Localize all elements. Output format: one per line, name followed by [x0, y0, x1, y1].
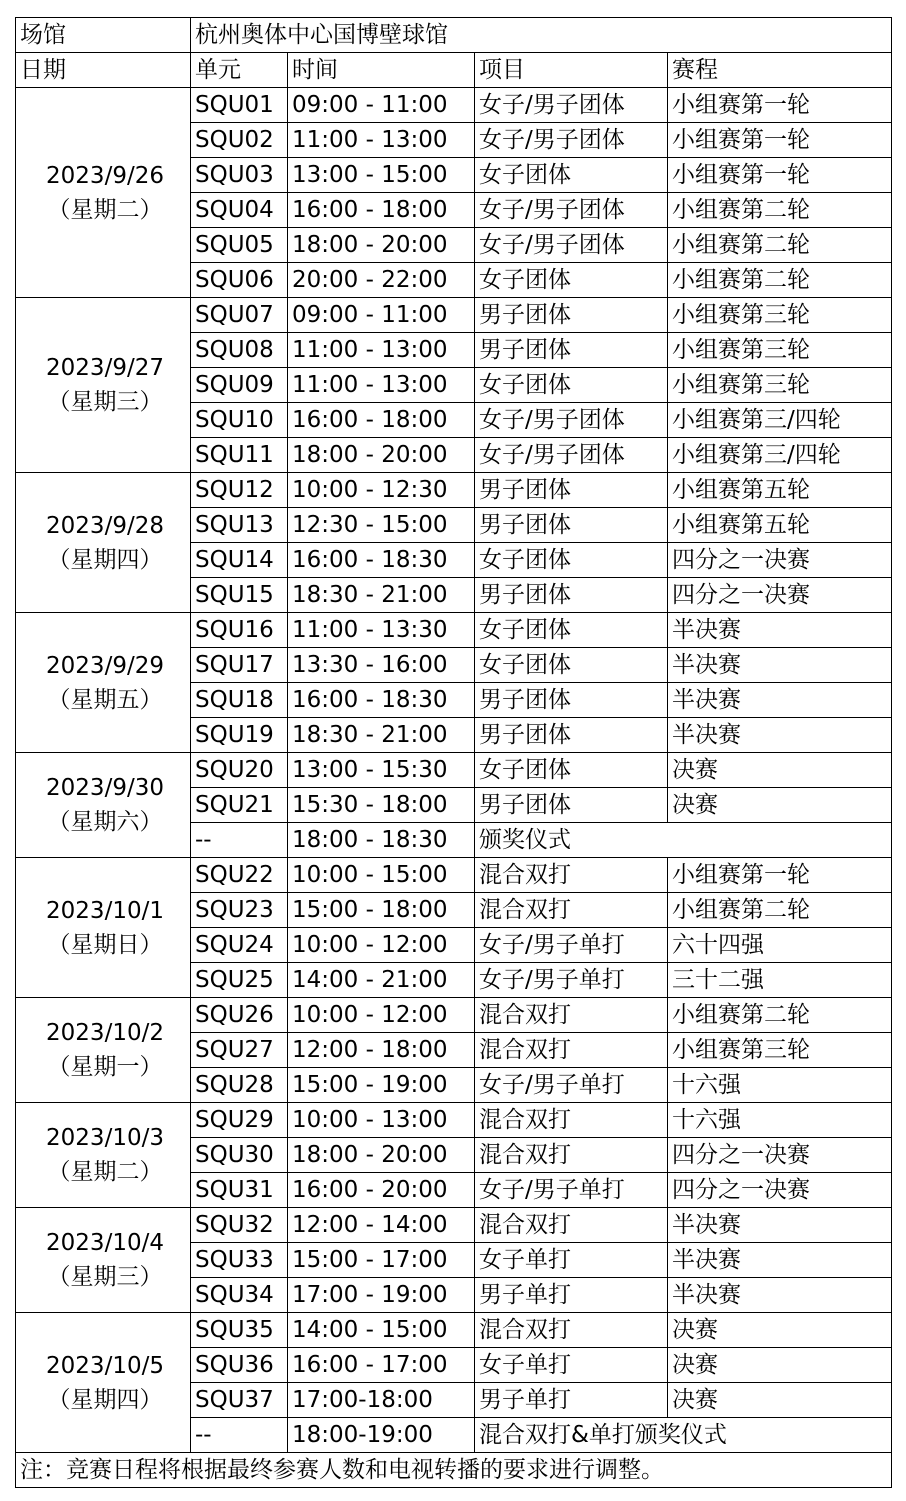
schedule-body — [16, 18, 892, 1453]
event-cell: 女子/男子团体 — [475, 438, 668, 473]
time-cell: 11:00 - 13:00 — [288, 333, 475, 368]
table-row — [16, 858, 892, 893]
unit-cell: SQU06 — [191, 263, 288, 298]
time-cell: 09:00 - 11:00 — [288, 88, 475, 123]
time-cell: 09:00 - 11:00 — [288, 298, 475, 333]
unit-cell: SQU05 — [191, 228, 288, 263]
unit-cell: SQU36 — [191, 1348, 288, 1383]
weekday-text: （星期五） — [47, 686, 163, 713]
event-cell: 女子/男子团体 — [475, 193, 668, 228]
header-row — [16, 53, 892, 88]
date-text: 2023/10/2 — [46, 1020, 164, 1046]
time-cell: 18:00 - 18:30 — [288, 823, 475, 858]
table-row — [16, 88, 892, 123]
event-cell: 女子团体 — [475, 543, 668, 578]
event-cell: 男子单打 — [475, 1278, 668, 1313]
event-cell: 混合双打 — [475, 1033, 668, 1068]
event-cell: 男子团体 — [475, 508, 668, 543]
unit-cell: SQU17 — [191, 648, 288, 683]
event-cell: 男子团体 — [475, 683, 668, 718]
table-row — [16, 753, 892, 788]
venue-row — [16, 18, 892, 53]
event-cell: 男子团体 — [475, 578, 668, 613]
time-cell: 11:00 - 13:00 — [288, 123, 475, 158]
schedule-note: 注：竞赛日程将根据最终参赛人数和电视转播的要求进行调整。 — [16, 1453, 892, 1488]
date-text: 2023/9/30 — [46, 775, 164, 801]
unit-cell: SQU15 — [191, 578, 288, 613]
stage-cell: 半决赛 — [668, 648, 892, 683]
event-cell: 女子团体 — [475, 263, 668, 298]
time-cell: 15:00 - 18:00 — [288, 893, 475, 928]
date-cell — [16, 88, 191, 298]
stage-cell: 小组赛第一轮 — [668, 88, 892, 123]
table-row — [16, 613, 892, 648]
event-cell: 男子单打 — [475, 1383, 668, 1418]
time-cell: 16:00 - 18:30 — [288, 683, 475, 718]
event-cell: 混合双打&单打颁奖仪式 — [475, 1418, 892, 1453]
unit-cell: SQU32 — [191, 1208, 288, 1243]
time-cell: 20:00 - 22:00 — [288, 263, 475, 298]
event-cell: 女子/男子单打 — [475, 1068, 668, 1103]
event-cell: 女子团体 — [475, 613, 668, 648]
stage-cell: 四分之一决赛 — [668, 578, 892, 613]
time-cell: 10:00 - 12:30 — [288, 473, 475, 508]
time-cell: 15:00 - 17:00 — [288, 1243, 475, 1278]
time-cell: 10:00 - 15:00 — [288, 858, 475, 893]
time-cell: 18:00 - 20:00 — [288, 228, 475, 263]
date-cell — [16, 473, 191, 613]
date-text: 2023/10/4 — [46, 1230, 164, 1256]
date-cell — [16, 1208, 191, 1313]
unit-cell: SQU24 — [191, 928, 288, 963]
stage-cell: 决赛 — [668, 753, 892, 788]
table-row — [16, 298, 892, 333]
time-cell: 16:00 - 20:00 — [288, 1173, 475, 1208]
unit-cell: SQU09 — [191, 368, 288, 403]
stage-cell: 小组赛第三轮 — [668, 368, 892, 403]
time-cell: 17:00-18:00 — [288, 1383, 475, 1418]
event-cell: 女子单打 — [475, 1243, 668, 1278]
stage-cell: 决赛 — [668, 1348, 892, 1383]
stage-cell: 小组赛第一轮 — [668, 158, 892, 193]
event-cell: 女子团体 — [475, 648, 668, 683]
date-cell — [16, 998, 191, 1103]
stage-cell: 四分之一决赛 — [668, 1173, 892, 1208]
time-cell: 16:00 - 18:30 — [288, 543, 475, 578]
stage-cell: 决赛 — [668, 1313, 892, 1348]
event-cell: 女子/男子单打 — [475, 1173, 668, 1208]
event-cell: 女子/男子团体 — [475, 403, 668, 438]
date-text: 2023/10/5 — [46, 1352, 164, 1379]
unit-cell: SQU33 — [191, 1243, 288, 1278]
stage-cell: 小组赛第一轮 — [668, 858, 892, 893]
unit-cell: SQU28 — [191, 1068, 288, 1103]
event-cell: 女子团体 — [475, 368, 668, 403]
stage-cell: 四分之一决赛 — [668, 1138, 892, 1173]
unit-cell: SQU21 — [191, 788, 288, 823]
time-cell: 13:00 - 15:00 — [288, 158, 475, 193]
venue-name: 杭州奥体中心国博壁球馆 — [191, 18, 892, 53]
time-cell: 10:00 - 13:00 — [288, 1103, 475, 1138]
weekday-text: （星期六） — [47, 809, 163, 835]
unit-cell: SQU23 — [191, 893, 288, 928]
unit-cell: SQU34 — [191, 1278, 288, 1313]
time-cell: 18:30 - 21:00 — [288, 718, 475, 753]
unit-cell: SQU31 — [191, 1173, 288, 1208]
weekday-text: （星期二） — [47, 1159, 163, 1185]
stage-cell: 小组赛第三轮 — [668, 1033, 892, 1068]
event-cell: 男子团体 — [475, 718, 668, 753]
time-cell: 12:00 - 14:00 — [288, 1208, 475, 1243]
unit-cell: SQU35 — [191, 1313, 288, 1348]
stage-cell: 半决赛 — [668, 1243, 892, 1278]
time-cell: 10:00 - 12:00 — [288, 928, 475, 963]
stage-cell: 小组赛第二轮 — [668, 893, 892, 928]
event-cell: 女子团体 — [475, 158, 668, 193]
date-cell — [16, 753, 191, 858]
weekday-text: （星期三） — [47, 1264, 163, 1290]
unit-cell: SQU04 — [191, 193, 288, 228]
header-unit: 单元 — [191, 53, 288, 88]
time-cell: 10:00 - 12:00 — [288, 998, 475, 1033]
unit-cell: SQU25 — [191, 963, 288, 998]
time-cell: 11:00 - 13:30 — [288, 613, 475, 648]
event-cell: 男子团体 — [475, 298, 668, 333]
stage-cell: 小组赛第三/四轮 — [668, 403, 892, 438]
time-cell: 16:00 - 17:00 — [288, 1348, 475, 1383]
stage-cell: 半决赛 — [668, 718, 892, 753]
event-cell: 女子团体 — [475, 753, 668, 788]
stage-cell: 半决赛 — [668, 1208, 892, 1243]
stage-cell: 十六强 — [668, 1068, 892, 1103]
unit-cell: SQU26 — [191, 998, 288, 1033]
stage-cell: 四分之一决赛 — [668, 543, 892, 578]
stage-cell: 小组赛第二轮 — [668, 193, 892, 228]
stage-cell: 小组赛第一轮 — [668, 123, 892, 158]
time-cell: 14:00 - 15:00 — [288, 1313, 475, 1348]
unit-cell: SQU20 — [191, 753, 288, 788]
weekday-text: （星期四） — [47, 546, 163, 573]
unit-cell: SQU14 — [191, 543, 288, 578]
date-text: 2023/10/1 — [46, 897, 164, 924]
stage-cell: 小组赛第二轮 — [668, 263, 892, 298]
event-cell: 女子/男子单打 — [475, 928, 668, 963]
note-row — [16, 1453, 892, 1488]
stage-cell: 决赛 — [668, 788, 892, 823]
event-cell: 混合双打 — [475, 998, 668, 1033]
schedule-table — [15, 17, 892, 1488]
event-cell: 女子单打 — [475, 1348, 668, 1383]
event-cell: 混合双打 — [475, 1103, 668, 1138]
date-cell — [16, 613, 191, 753]
event-cell: 女子/男子团体 — [475, 123, 668, 158]
time-cell: 16:00 - 18:00 — [288, 193, 475, 228]
time-cell: 12:00 - 18:00 — [288, 1033, 475, 1068]
event-cell: 女子/男子团体 — [475, 88, 668, 123]
stage-cell: 小组赛第五轮 — [668, 508, 892, 543]
table-row — [16, 1103, 892, 1138]
stage-cell: 小组赛第三/四轮 — [668, 438, 892, 473]
date-text: 2023/9/28 — [46, 512, 164, 539]
unit-cell: SQU16 — [191, 613, 288, 648]
date-text: 2023/10/3 — [46, 1125, 164, 1151]
unit-cell: -- — [191, 1418, 288, 1453]
date-cell — [16, 858, 191, 998]
unit-cell: SQU02 — [191, 123, 288, 158]
time-cell: 15:30 - 18:00 — [288, 788, 475, 823]
unit-cell: SQU30 — [191, 1138, 288, 1173]
stage-cell: 三十二强 — [668, 963, 892, 998]
event-cell: 颁奖仪式 — [475, 823, 892, 858]
time-cell: 12:30 - 15:00 — [288, 508, 475, 543]
unit-cell: SQU07 — [191, 298, 288, 333]
time-cell: 17:00 - 19:00 — [288, 1278, 475, 1313]
header-event: 项目 — [475, 53, 668, 88]
weekday-text: （星期二） — [47, 196, 163, 223]
unit-cell: SQU18 — [191, 683, 288, 718]
venue-label: 场馆 — [16, 18, 191, 53]
unit-cell: SQU11 — [191, 438, 288, 473]
event-cell: 混合双打 — [475, 1313, 668, 1348]
table-row — [16, 1208, 892, 1243]
date-text: 2023/9/29 — [46, 652, 164, 679]
event-cell: 混合双打 — [475, 1208, 668, 1243]
stage-cell: 小组赛第三轮 — [668, 298, 892, 333]
unit-cell: SQU08 — [191, 333, 288, 368]
weekday-text: （星期日） — [47, 931, 163, 958]
stage-cell: 十六强 — [668, 1103, 892, 1138]
header-time: 时间 — [288, 53, 475, 88]
stage-cell: 决赛 — [668, 1383, 892, 1418]
date-text: 2023/9/26 — [46, 162, 164, 189]
event-cell: 混合双打 — [475, 1138, 668, 1173]
unit-cell: SQU01 — [191, 88, 288, 123]
event-cell: 女子/男子团体 — [475, 228, 668, 263]
table-row — [16, 1313, 892, 1348]
stage-cell: 小组赛第三轮 — [668, 333, 892, 368]
date-cell — [16, 1103, 191, 1208]
stage-cell: 六十四强 — [668, 928, 892, 963]
weekday-text: （星期一） — [47, 1054, 163, 1080]
time-cell: 18:00 - 20:00 — [288, 438, 475, 473]
header-stage: 赛程 — [668, 53, 892, 88]
time-cell: 18:00-19:00 — [288, 1418, 475, 1453]
time-cell: 14:00 - 21:00 — [288, 963, 475, 998]
time-cell: 13:30 - 16:00 — [288, 648, 475, 683]
table-row — [16, 473, 892, 508]
table-row — [16, 998, 892, 1033]
stage-cell: 小组赛第五轮 — [668, 473, 892, 508]
time-cell: 18:00 - 20:00 — [288, 1138, 475, 1173]
stage-cell: 小组赛第二轮 — [668, 998, 892, 1033]
header-date: 日期 — [16, 53, 191, 88]
unit-cell: SQU19 — [191, 718, 288, 753]
time-cell: 13:00 - 15:30 — [288, 753, 475, 788]
unit-cell: SQU37 — [191, 1383, 288, 1418]
unit-cell: SQU27 — [191, 1033, 288, 1068]
event-cell: 女子/男子单打 — [475, 963, 668, 998]
event-cell: 男子团体 — [475, 333, 668, 368]
stage-cell: 半决赛 — [668, 613, 892, 648]
stage-cell: 小组赛第二轮 — [668, 228, 892, 263]
date-cell — [16, 298, 191, 473]
time-cell: 15:00 - 19:00 — [288, 1068, 475, 1103]
date-cell — [16, 1313, 191, 1453]
event-cell: 混合双打 — [475, 893, 668, 928]
weekday-text: （星期三） — [47, 389, 163, 415]
time-cell: 11:00 - 13:00 — [288, 368, 475, 403]
date-text: 2023/9/27 — [46, 355, 164, 381]
unit-cell: SQU03 — [191, 158, 288, 193]
event-cell: 男子团体 — [475, 473, 668, 508]
unit-cell: -- — [191, 823, 288, 858]
stage-cell: 半决赛 — [668, 1278, 892, 1313]
unit-cell: SQU13 — [191, 508, 288, 543]
event-cell: 男子团体 — [475, 788, 668, 823]
unit-cell: SQU29 — [191, 1103, 288, 1138]
stage-cell: 半决赛 — [668, 683, 892, 718]
unit-cell: SQU10 — [191, 403, 288, 438]
unit-cell: SQU22 — [191, 858, 288, 893]
weekday-text: （星期四） — [47, 1386, 163, 1413]
time-cell: 16:00 - 18:00 — [288, 403, 475, 438]
time-cell: 18:30 - 21:00 — [288, 578, 475, 613]
event-cell: 混合双打 — [475, 858, 668, 893]
unit-cell: SQU12 — [191, 473, 288, 508]
